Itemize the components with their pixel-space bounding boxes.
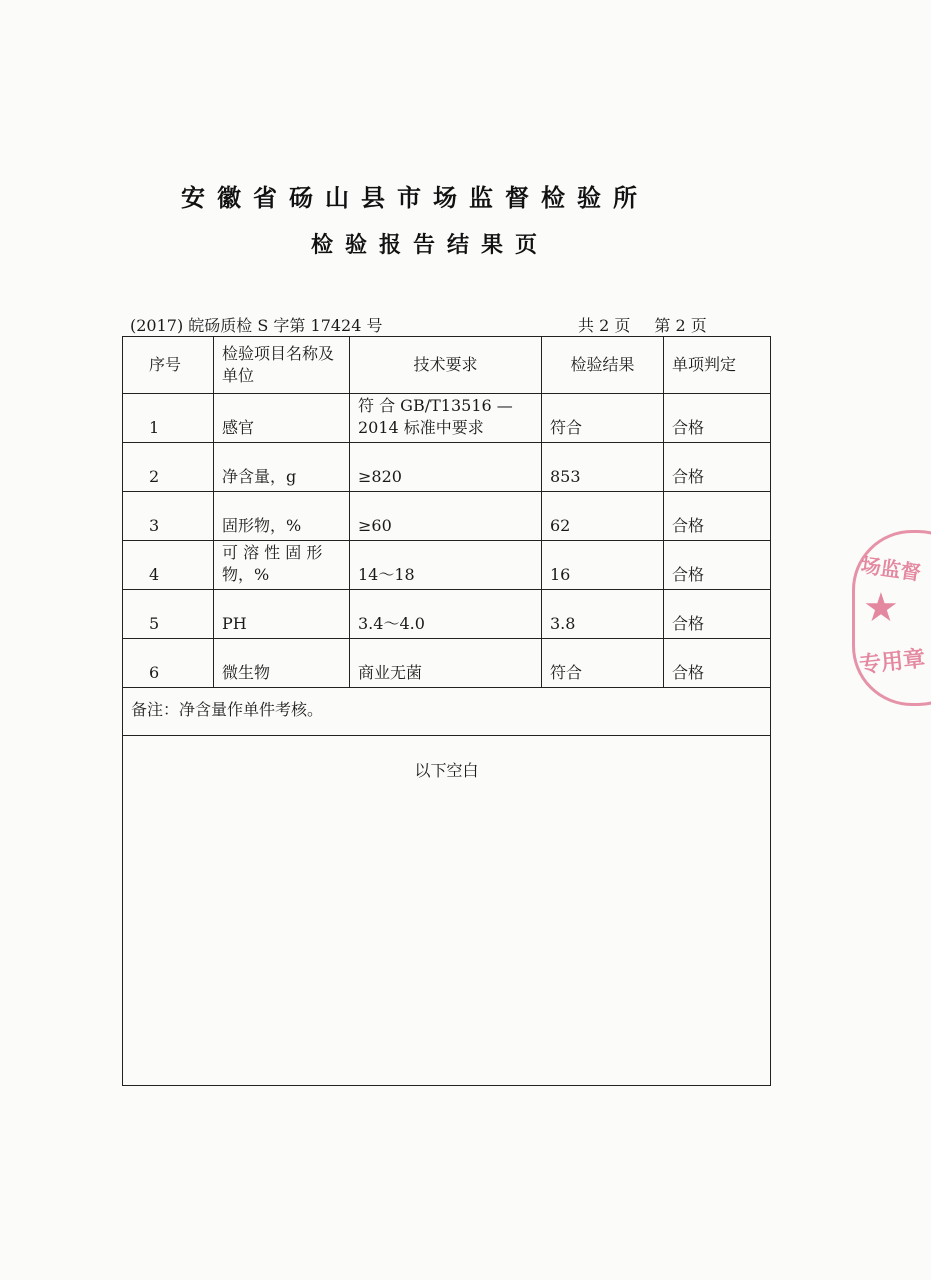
cell-seq: 1 — [123, 394, 214, 443]
total-pages: 共 2 页 — [578, 316, 631, 335]
cell-judgement: 合格 — [664, 394, 771, 443]
cell-seq: 5 — [123, 590, 214, 639]
cell-seq: 6 — [123, 639, 214, 688]
org-title: 安徽省砀山县市场监督检验所 — [181, 184, 649, 212]
cell-item: PH — [214, 590, 350, 639]
cell-item: 固形物，% — [214, 492, 350, 541]
cell-result: 62 — [542, 492, 664, 541]
seal-top-text: 场监督 — [859, 552, 923, 586]
cell-seq: 2 — [123, 443, 214, 492]
cell-result: 853 — [542, 443, 664, 492]
table-row — [123, 639, 771, 688]
report-number: (2017) 皖砀质检 S 字第 17424 号 — [130, 316, 383, 335]
table-row — [123, 443, 771, 492]
current-page: 第 2 页 — [654, 316, 707, 335]
cell-requirement: 符 合 GB/T13516 — 2014 标准中要求 — [350, 394, 542, 443]
cell-judgement: 合格 — [664, 443, 771, 492]
cell-item: 可 溶 性 固 形 物，% — [214, 541, 350, 590]
cell-seq: 3 — [123, 492, 214, 541]
cell-judgement: 合格 — [664, 492, 771, 541]
cell-requirement: 商业无菌 — [350, 639, 542, 688]
cell-seq: 4 — [123, 541, 214, 590]
cell-requirement: 14～18 — [350, 541, 542, 590]
cell-requirement: 3.4～4.0 — [350, 590, 542, 639]
results-table — [122, 336, 771, 1086]
table-row — [123, 394, 771, 443]
cell-result: 16 — [542, 541, 664, 590]
header-item: 检验项目名称及单位 — [214, 337, 350, 394]
cell-requirement: ≥60 — [350, 492, 542, 541]
header-requirement: 技术要求 — [350, 337, 542, 394]
cell-judgement: 合格 — [664, 639, 771, 688]
table-row — [123, 492, 771, 541]
cell-result: 符合 — [542, 639, 664, 688]
cell-result: 3.8 — [542, 590, 664, 639]
blank-row — [123, 736, 771, 1086]
cell-item: 微生物 — [214, 639, 350, 688]
seal-bottom-text: 专用章 — [858, 646, 927, 679]
page-counter — [578, 313, 731, 336]
notes-row — [123, 688, 771, 736]
table-row — [123, 590, 771, 639]
cell-item: 感官 — [214, 394, 350, 443]
cell-item: 净含量，g — [214, 443, 350, 492]
blank-note: 以下空白 — [123, 736, 771, 1086]
star-icon: ★ — [863, 585, 899, 631]
official-seal — [852, 530, 931, 706]
cell-judgement: 合格 — [664, 541, 771, 590]
cell-judgement: 合格 — [664, 590, 771, 639]
header-seq: 序号 — [123, 337, 214, 394]
cell-requirement: ≥820 — [350, 443, 542, 492]
header-judgement: 单项判定 — [664, 337, 771, 394]
cell-result: 符合 — [542, 394, 664, 443]
notes-text: 备注：净含量作单件考核。 — [123, 688, 771, 736]
page-title: 检验报告结果页 — [310, 233, 549, 258]
table-header-row — [123, 337, 771, 394]
header-result: 检验结果 — [542, 337, 664, 394]
table-row — [123, 541, 771, 590]
